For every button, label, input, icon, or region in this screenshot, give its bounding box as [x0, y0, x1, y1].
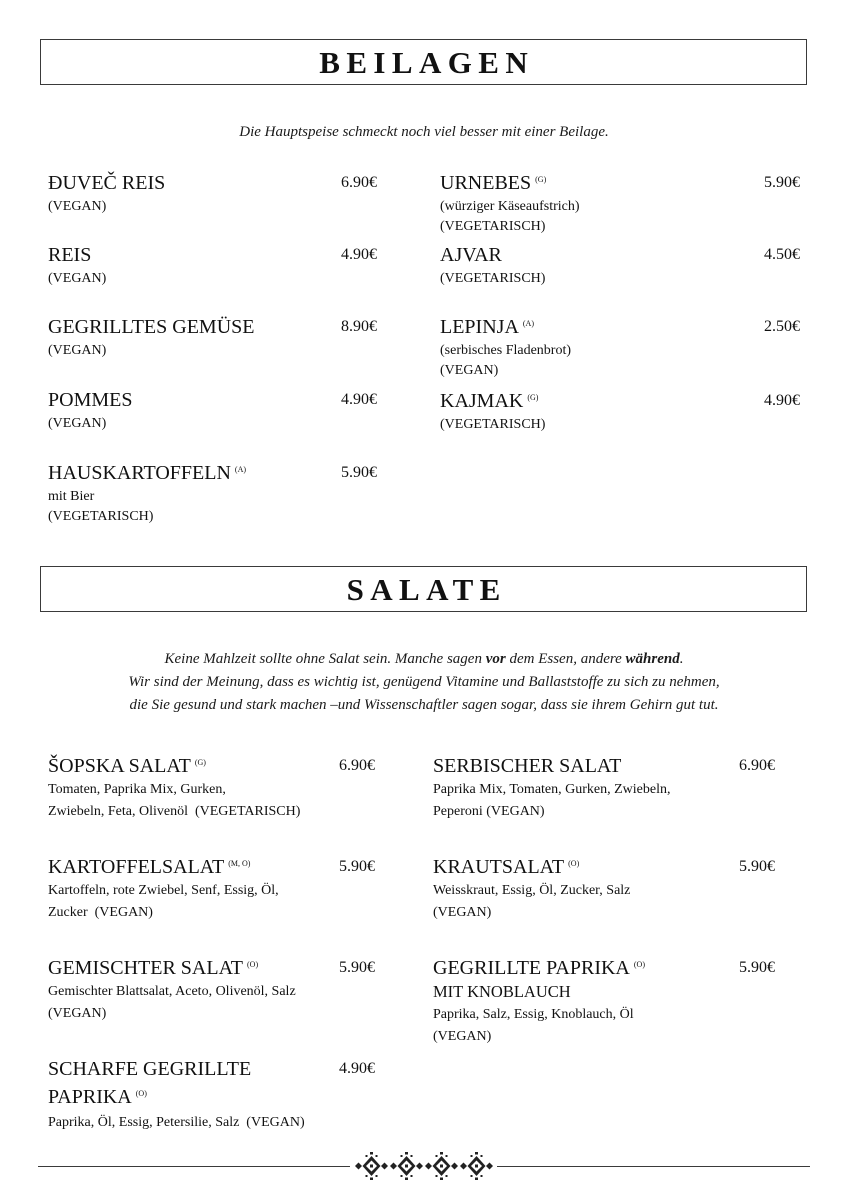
item-note: (würziger Käseaufstrich)	[440, 199, 580, 214]
menu-item-duvec-reis	[48, 171, 377, 217]
item-name: KAJMAK	[440, 390, 524, 412]
item-description-line: (VEGAN)	[48, 1006, 107, 1021]
item-note: (serbisches Fladenbrot)	[440, 343, 572, 358]
menu-item-gemischter-salat	[48, 956, 375, 1025]
item-header	[48, 754, 375, 778]
item-price: 4.90€	[341, 246, 377, 263]
item-notes	[440, 197, 800, 237]
item-price: 6.90€	[739, 757, 775, 774]
intro-text: Die Hauptspeise schmeckt noch viel besser mit einer Beilage.	[239, 124, 609, 140]
item-header	[433, 855, 775, 879]
ornament-icon	[354, 1152, 494, 1180]
item-notes	[48, 269, 377, 289]
menu-item-krautsalat	[433, 855, 775, 924]
menu-item-ajvar	[440, 243, 800, 289]
item-description-line: (VEGAN)	[433, 905, 492, 920]
item-description-line: Paprika, Öl, Essig, Petersilie, Salz (VEGAN)	[48, 1115, 305, 1130]
menu-item-gegrillte-paprika	[433, 956, 775, 1048]
item-header	[440, 171, 800, 195]
intro-text-line: die Sie gesund und stark machen –und Wissenschaftler sagen sogar, dass sie ihrem Gehirn gut tut.	[129, 697, 719, 713]
menu-item-pommes	[48, 388, 377, 434]
beilagen-intro	[0, 121, 848, 144]
menu-item-sopska-salat	[48, 754, 375, 823]
footer-rule-right	[497, 1166, 810, 1167]
item-price: 4.90€	[341, 391, 377, 408]
item-name: KRAUTSALAT	[433, 856, 565, 878]
menu-item-serbischer-salat	[433, 754, 775, 823]
item-price: 4.50€	[764, 246, 800, 263]
item-subtitle: MIT KNOBLAUCH	[433, 982, 571, 1001]
item-description	[433, 779, 775, 823]
allergen-label: (G)	[194, 758, 206, 767]
item-notes	[440, 341, 800, 381]
allergen-label: (O)	[633, 960, 645, 969]
allergen-label: (O)	[568, 859, 580, 868]
intro-text: dem Essen, andere	[505, 651, 626, 667]
item-description	[48, 779, 375, 823]
menu-item-reis	[48, 243, 377, 289]
item-note: (VEGAN)	[48, 416, 107, 431]
item-description	[48, 981, 375, 1025]
item-note: (VEGAN)	[48, 343, 107, 358]
item-name: REIS	[48, 244, 92, 266]
menu-item-lepinja	[440, 315, 800, 381]
item-description-line: Kartoffeln, rote Zwiebel, Senf, Essig, Öl,	[48, 883, 279, 898]
item-header	[48, 956, 375, 980]
item-notes	[48, 341, 377, 361]
item-price: 4.90€	[339, 1060, 375, 1077]
allergen-label: (G)	[527, 393, 539, 402]
item-description-line: Zwiebeln, Feta, Olivenöl (VEGETARISCH)	[48, 804, 301, 819]
item-notes	[48, 487, 377, 527]
menu-item-hauskartoffeln	[48, 461, 377, 527]
item-price: 5.90€	[341, 464, 377, 481]
item-price: 6.90€	[341, 174, 377, 191]
intro-emphasis: vor	[485, 651, 506, 667]
item-description-line: Paprika, Salz, Essig, Knoblauch, Öl	[433, 1007, 634, 1022]
item-price: 6.90€	[339, 757, 375, 774]
intro-text-line	[0, 648, 848, 671]
item-description	[48, 1112, 375, 1134]
item-name: LEPINJA	[440, 316, 519, 338]
beilagen-header	[40, 39, 807, 85]
intro-text: .	[679, 651, 684, 667]
item-header	[440, 315, 800, 339]
allergen-label: (O)	[135, 1089, 147, 1098]
item-price: 2.50€	[764, 318, 800, 335]
item-notes	[48, 414, 377, 434]
allergen-label: (A)	[522, 319, 534, 328]
item-price: 5.90€	[339, 858, 375, 875]
item-price: 5.90€	[339, 959, 375, 976]
item-name: SERBISCHER SALAT	[433, 755, 622, 777]
item-description-line: Tomaten, Paprika Mix, Gurken,	[48, 782, 226, 797]
item-name: SCHARFE GEGRILLTE PAPRIKA	[48, 1058, 252, 1108]
item-name: URNEBES	[440, 172, 532, 194]
item-note: (VEGAN)	[440, 363, 499, 378]
item-header	[440, 243, 800, 267]
menu-item-kartoffelsalat	[48, 855, 375, 924]
menu-item-gegrilltes-gemuese	[48, 315, 377, 361]
salate-header	[40, 566, 807, 612]
item-header	[433, 754, 775, 778]
item-name: GEMISCHTER SALAT	[48, 957, 244, 979]
item-header	[48, 461, 377, 485]
section-title: BEILAGEN	[319, 45, 535, 80]
menu-item-kajmak	[440, 389, 800, 435]
item-note: (VEGETARISCH)	[440, 219, 546, 234]
allergen-label: (G)	[535, 175, 547, 184]
item-name: HAUSKARTOFFELN	[48, 462, 231, 484]
item-notes	[48, 197, 377, 217]
item-notes	[440, 415, 800, 435]
item-note: (VEGAN)	[48, 199, 107, 214]
intro-emphasis: während	[625, 651, 680, 667]
allergen-label: (A)	[234, 465, 247, 474]
item-note: (VEGETARISCH)	[440, 417, 546, 432]
item-note: (VEGAN)	[48, 271, 107, 286]
item-note: (VEGETARISCH)	[440, 271, 546, 286]
item-header	[48, 171, 377, 195]
item-description-line: (VEGAN)	[433, 1029, 492, 1044]
item-name: POMMES	[48, 389, 133, 411]
item-notes	[440, 269, 800, 289]
item-price: 5.90€	[764, 174, 800, 191]
item-header	[48, 315, 377, 339]
item-price: 8.90€	[341, 318, 377, 335]
item-description	[48, 880, 375, 924]
allergen-label: (O)	[247, 960, 259, 969]
item-name: ĐUVEČ REIS	[48, 172, 166, 194]
menu-item-urnebes	[440, 171, 800, 237]
item-description-line: Peperoni (VEGAN)	[433, 804, 545, 819]
item-price: 5.90€	[739, 959, 775, 976]
item-header	[48, 1055, 375, 1111]
item-description-line: Paprika Mix, Tomaten, Gurken, Zwiebeln,	[433, 782, 671, 797]
intro-text: Keine Mahlzeit sollte ohne Salat sein. Manche sagen	[164, 651, 486, 667]
item-header	[440, 389, 800, 413]
section-title: SALATE	[346, 572, 507, 607]
item-price: 4.90€	[764, 392, 800, 409]
item-description	[433, 1004, 775, 1048]
item-name: GEGRILLTE PAPRIKA	[433, 957, 630, 979]
item-header	[48, 855, 375, 879]
item-header	[48, 243, 377, 267]
intro-text-line: Wir sind der Meinung, dass es wichtig ist, genügend Vitamine und Ballaststoffe zu sich zu nehmen,	[128, 674, 720, 690]
item-header	[433, 956, 775, 980]
item-name: ŠOPSKA SALAT	[48, 755, 191, 777]
item-note: (VEGETARISCH)	[48, 509, 154, 524]
item-note: mit Bier	[48, 489, 95, 504]
item-description-line: Gemischter Blattsalat, Aceto, Olivenöl, Salz	[48, 984, 296, 999]
item-description	[433, 880, 775, 924]
item-description-line: Zucker (VEGAN)	[48, 905, 153, 920]
item-name: AJVAR	[440, 244, 502, 266]
allergen-label: (M, O)	[228, 859, 251, 868]
salate-intro	[0, 648, 848, 717]
item-price: 5.90€	[739, 858, 775, 875]
item-name: GEGRILLTES GEMÜSE	[48, 316, 255, 338]
item-description-line: Weisskraut, Essig, Öl, Zucker, Salz	[433, 883, 631, 898]
item-name: KARTOFFELSALAT	[48, 856, 225, 878]
footer-rule-left	[38, 1166, 350, 1167]
item-header	[48, 388, 377, 412]
menu-item-scharfe-gegrillte-paprika	[48, 1055, 375, 1134]
